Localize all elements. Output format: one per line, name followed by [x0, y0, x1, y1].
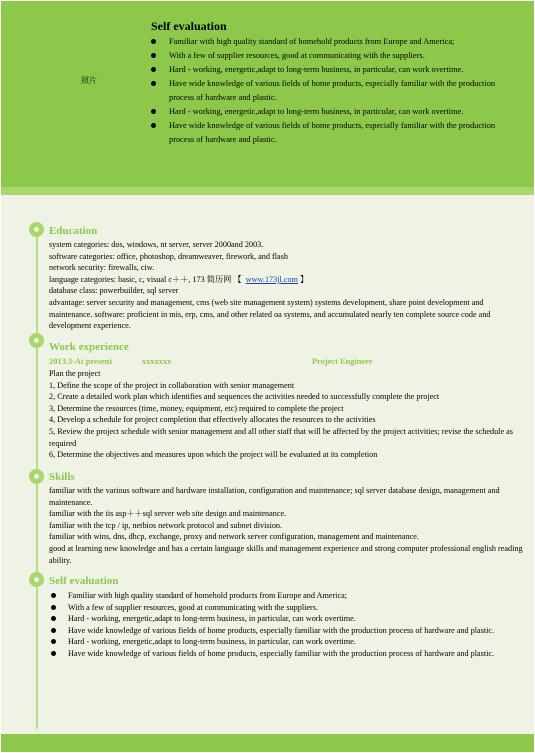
bullet-icon: [51, 628, 56, 633]
self-eval-list: [49, 590, 519, 660]
education-line: software categories: office, photoshop, dreamweaver, firework, and flash: [49, 251, 288, 261]
list-item: With a few of supplier resources, good at communicating with the suppliers.: [151, 49, 521, 63]
list-item: Hard - working, energetic,adapt to long-term business, in particular, can work overtime.: [151, 63, 521, 77]
work-period: 2013.3-At present: [49, 357, 113, 366]
list-item: With a few of supplier resources, good at communicating with the suppliers.: [49, 602, 519, 614]
work-content: [49, 368, 527, 461]
list-item: Hard - working, energetic,adapt to long-term business, in particular, can work overtime.: [151, 105, 521, 119]
education-line: network security: firewalls, ciw.: [49, 263, 155, 273]
header-title: Self evaluation: [151, 19, 227, 33]
bullet-icon: [51, 593, 56, 598]
skills-line: familiar with the iis asp＋＋sql server web site design and maintenance.: [49, 509, 287, 519]
education-line: system categories: dos, windows, nt server, server 2000and 2003.: [49, 240, 264, 249]
skills-line: good at learning new knowledge and has a certain language skills and management experience and strong computer professional english reading ability.: [49, 543, 523, 565]
work-line: 1, Define the scope of the project in collaboration with senior management: [49, 380, 295, 390]
footer-band: [1, 734, 534, 752]
header-evaluation-list: [151, 35, 521, 147]
list-item: Familiar with high quality standard of homehold products from Europe and America;: [151, 35, 521, 49]
bullet-icon: [51, 639, 56, 644]
list-item: Have wide knowledge of various fields of home products, especially familiar with the production process of hardware and plastic.: [49, 648, 519, 660]
list-item: Have wide knowledge of various fields of home products, especially familiar with the production process of hardware and plastic.: [49, 625, 519, 637]
work-node-icon: [29, 333, 44, 348]
bullet-icon: [151, 67, 156, 72]
education-line: database class: powerbuilder, sql server: [49, 286, 179, 296]
work-line: 2, Create a detailed work plan which identifies and sequences the activities needed to successfully complete the project: [49, 392, 440, 402]
work-position: Project Engineer: [312, 357, 373, 366]
work-line: 4, Develop a schedule for project completion that effectively allocates the resources to the activities: [49, 415, 376, 425]
list-item: Familiar with high quality standard of homehold products from Europe and America;: [49, 590, 519, 602]
bullet-icon: [151, 81, 156, 86]
self-eval-title: Self evaluation: [49, 575, 119, 587]
bullet-icon: [151, 39, 156, 44]
list-item: Have wide knowledge of various fields of home products, especially familiar with the production process of hardware and plastic.: [151, 119, 521, 147]
education-title: Education: [49, 225, 98, 237]
bullet-icon: [151, 53, 156, 58]
work-line: Plan the project: [49, 369, 101, 378]
work-line: 3, Determine the resources (time, money, equipment, etc) required to complete the project: [49, 403, 344, 413]
self-eval-node-icon: [29, 572, 44, 587]
bullet-icon: [51, 616, 56, 621]
bullet-icon: [151, 123, 156, 128]
skills-line: familiar with the tcp / ip, netbios network protocol and subnet division.: [49, 520, 283, 530]
skills-title: Skills: [49, 471, 75, 483]
list-item: Hard - working, energetic,adapt to long-term business, in particular, can work overtime.: [49, 613, 519, 625]
education-node-icon: [29, 222, 44, 237]
work-line: 6, Determine the objectives and measures upon which the project will be evaluated at its completion: [49, 450, 378, 460]
bullet-icon: [51, 651, 56, 656]
skills-node-icon: [29, 469, 44, 484]
skills-line: familiar with wins, dns, dhcp, exchange, proxy and network server configuration, management and maintenance.: [49, 532, 419, 542]
header-panel: [1, 1, 534, 187]
website-link[interactable]: www.173jl.com: [245, 274, 298, 284]
bullet-icon: [151, 109, 156, 114]
skills-line: familiar with the various software and hardware installation, configuration and maintenance; sql server database design, management and maintenance.: [49, 486, 500, 507]
work-title: Work experience: [49, 341, 129, 353]
list-item: Have wide knowledge of various fields of home products, especially familiar with the production process of hardware and plastic.: [151, 77, 521, 105]
education-line: advantage: server security and management, cms (web site management system) systems development, share point development and maintenance. software: proficient in mis, erp, cms, and other related oa systems, and accumulated nearly ten complete source code and development experience.: [49, 297, 491, 331]
education-language-line: language categories: basic, c, visual c＋＋, 173 简历网 【 www.173jl.com 】: [49, 274, 309, 284]
list-item: Hard - working, energetic,adapt to long-term business, in particular, can work overtime.: [49, 636, 519, 648]
header-divider: [1, 187, 534, 195]
work-line: 5, Review the project schedule with senior management and all other staff that will be affected by the project activities; revise the schedule as required: [49, 426, 513, 448]
education-content: [49, 239, 527, 332]
resume-sheet: [1, 1, 534, 752]
bullet-icon: [51, 605, 56, 610]
work-company: xxxxxxx: [142, 357, 172, 366]
photo-placeholder: 照片: [81, 75, 97, 85]
skills-content: [49, 485, 527, 566]
